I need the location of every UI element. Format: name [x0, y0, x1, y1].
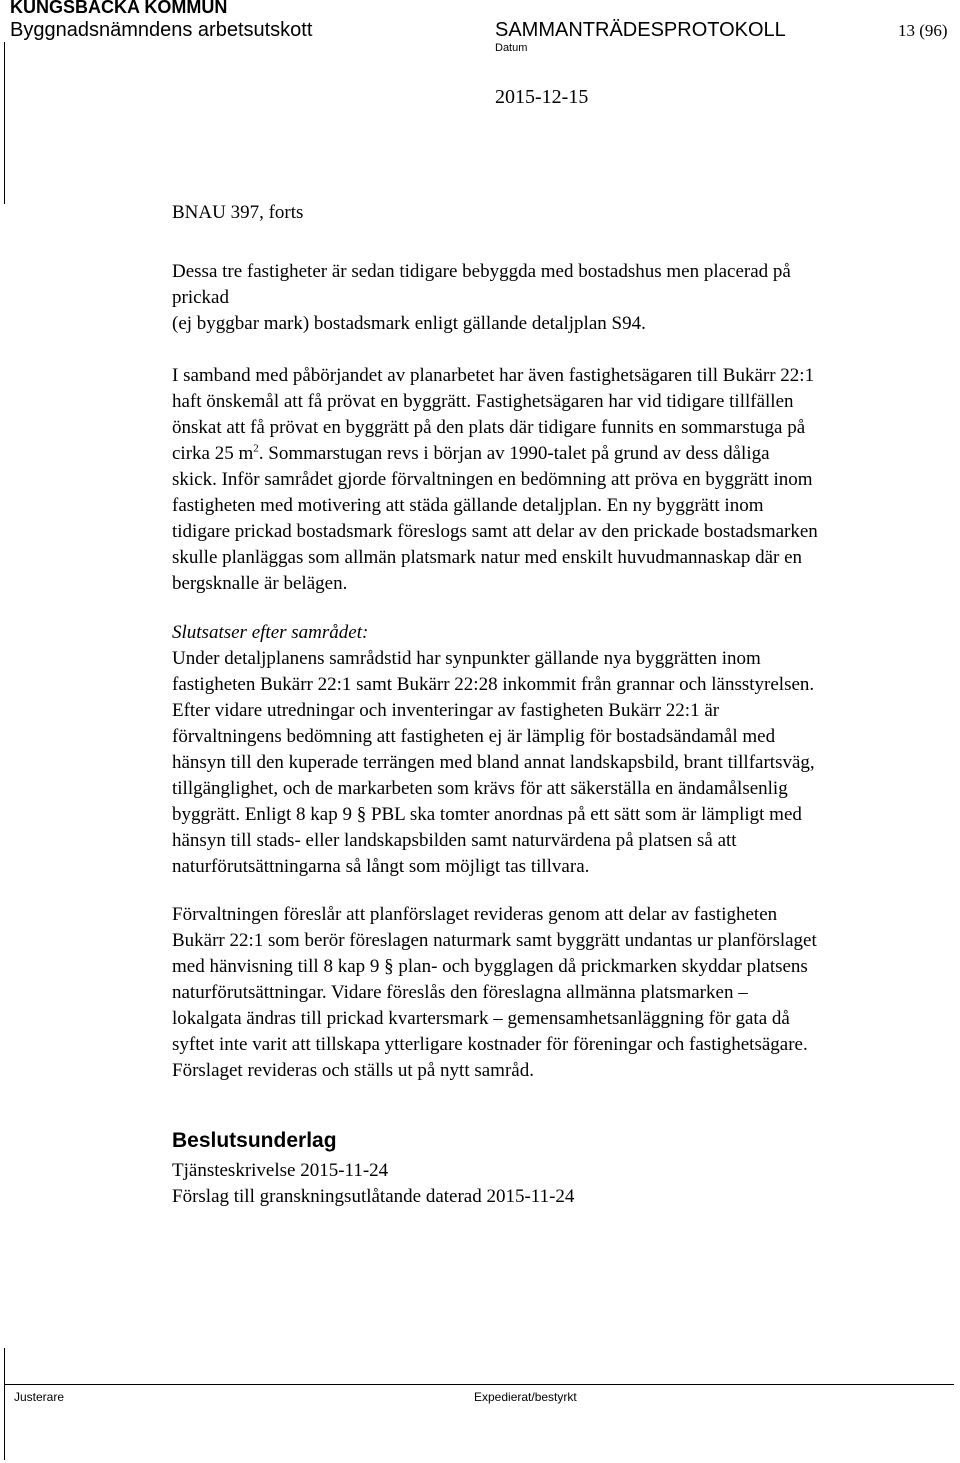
organization-name: KUNGSBACKA KOMMUN	[10, 0, 228, 17]
margin-rule-bottom	[4, 1348, 5, 1460]
text-line: hänsyn till den kuperade terrängen med bland annat landskapsbild, brant tillfartsväg,	[172, 752, 815, 773]
text-line: Under detaljplanens samrådstid har synpunkter gällande nya byggrätten inom	[172, 648, 761, 669]
text-line: hänsyn till stads- eller landskapsbilden samt naturvärdena på platsen så att	[172, 830, 737, 851]
paragraph-bukarr-request	[172, 363, 947, 597]
expedierat-label: Expedierat/bestyrkt	[474, 1390, 577, 1404]
text-line: byggrätt. Enligt 8 kap 9 § PBL ska tomter anordnas på ett sätt som är lämpligt med	[172, 804, 802, 825]
text-line	[172, 441, 947, 467]
conclusions-title: Slutsatser efter samrådet:	[172, 622, 369, 643]
text-line: fastigheten Bukärr 22:1 samt Bukärr 22:28 inkommit från grannar och länsstyrelsen.	[172, 674, 815, 695]
text-line: lokalgata ändras till prickad kvartersmark – gemensamhetsanläggning för gata då	[172, 1008, 790, 1029]
text-line: önskat att få prövat en byggrätt på den plats där tidigare funnits en sommarstuga på	[172, 417, 806, 438]
date-label: Datum	[495, 42, 528, 54]
text-fragment: cirka 25 m	[172, 443, 254, 464]
text-line: naturförutsättningarna så långt som möjligt tas tillvara.	[172, 856, 590, 877]
proposal-paragraph	[172, 902, 947, 1084]
text-line: syftet inte varit att tillskapa ytterligare kostnader för föreningar och fastighetsägare.	[172, 1034, 808, 1055]
text-line: naturförutsättningar. Vidare föreslås den föreslagna allmänna platsmarken –	[172, 982, 748, 1003]
section-reference: BNAU 397, forts	[172, 202, 304, 223]
text-line: bergsknalle är belägen.	[172, 573, 348, 594]
text-line: Förslaget revideras och ställs ut på nytt samråd.	[172, 1060, 534, 1081]
list-item: Förslag till granskningsutlåtande daterad 2015-11-24	[172, 1186, 575, 1207]
text-line: tillgänglighet, och de markarbeten som krävs för att säkerställa en ändamålsenlig	[172, 778, 788, 799]
text-line: Efter vidare utredningar och inventeringar av fastigheten Bukärr 22:1 är	[172, 700, 720, 721]
text-line: tidigare prickad bostadsmark föreslogs samt att delar av den prickade bostadsmarken	[172, 521, 818, 542]
justerare-label: Justerare	[14, 1390, 65, 1404]
text-line: (ej byggbar mark) bostadsmark enligt gällande detaljplan S94.	[172, 313, 646, 334]
meeting-date: 2015-12-15	[495, 86, 589, 108]
text-line: Förvaltningen föreslår att planförslaget revideras genom att delar av fastigheten	[172, 904, 778, 925]
text-fragment: . Sommarstugan revs i början av 1990-talet på grund av dess dåliga	[258, 443, 770, 464]
text-line: med hänvisning till 8 kap 9 § plan- och bygglagen då prickmarken skyddar platsens	[172, 956, 808, 977]
text-line: skulle planläggas som allmän platsmark natur med enskilt huvudmannaskap där en	[172, 547, 803, 568]
department-name: Byggnadsnämndens arbetsutskott	[10, 19, 313, 41]
footer-rule	[4, 1384, 954, 1385]
text-line: I samband med påbörjandet av planarbetet har även fastighetsägaren till Bukärr 22:1	[172, 365, 815, 386]
page-number: 13 (96)	[898, 21, 948, 40]
text-line: Bukärr 22:1 som berör föreslagen naturmark samt byggrätt undantas ur planförslaget	[172, 930, 817, 951]
superscript: 2	[253, 442, 259, 455]
paragraph-property-status	[172, 259, 947, 337]
text-line: skick. Inför samrådet gjorde förvaltningen en bedömning att pröva en byggrätt inom	[172, 469, 813, 490]
decision-basis-list	[172, 1158, 947, 1210]
conclusions-section	[172, 620, 947, 880]
margin-rule-top	[4, 42, 5, 204]
text-line: förvaltningens bedömning att fastigheten ej är lämplig för bostadsändamål med	[172, 726, 776, 747]
text-line: prickad	[172, 287, 229, 308]
text-line: haft önskemål att få prövat en byggrätt. Fastighetsägaren har vid tidigare tillfällen	[172, 391, 794, 412]
text-line: Dessa tre fastigheter är sedan tidigare bebyggda med bostadshus men placerad på	[172, 261, 791, 282]
decision-basis-heading: Beslutsunderlag	[172, 1129, 337, 1152]
list-item: Tjänsteskrivelse 2015-11-24	[172, 1160, 389, 1181]
document-type: SAMMANTRÄDESPROTOKOLL	[495, 19, 786, 41]
text-line: fastigheten med motivering att städa gällande detaljplan. En ny byggrätt inom	[172, 495, 764, 516]
